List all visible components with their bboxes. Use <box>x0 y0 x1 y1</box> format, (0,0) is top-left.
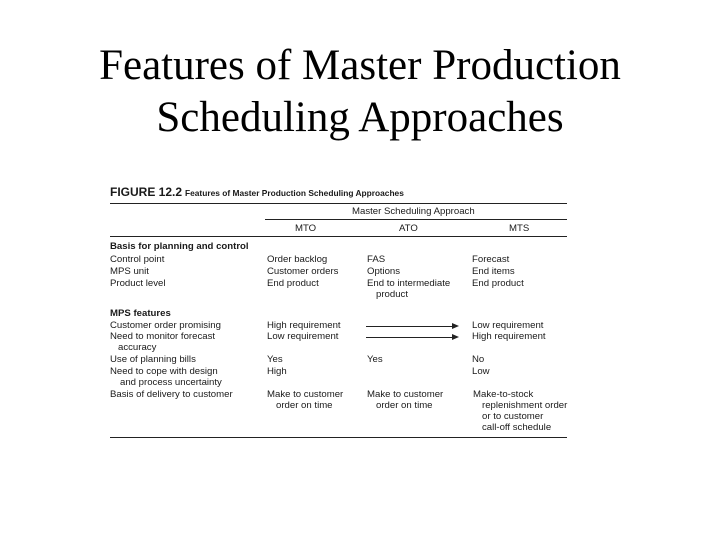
cell-mts: Make-to-stock <box>473 389 534 400</box>
cell-mts: No <box>472 354 485 365</box>
cell-mts: End product <box>472 278 524 289</box>
slide-title-line-2: Scheduling Approaches <box>156 94 564 141</box>
cell-mts: Forecast <box>472 254 510 265</box>
row-label: Need to cope with design <box>110 366 218 377</box>
row-label: Product level <box>110 278 166 289</box>
section-heading: Basis for planning and control <box>110 241 249 252</box>
arrow-right-icon <box>452 334 459 340</box>
cell-ato-cont: product <box>376 289 408 300</box>
header-rule <box>110 236 567 237</box>
bottom-rule <box>110 437 567 438</box>
cell-mts-cont: or to customer <box>482 411 544 422</box>
col-header-ato: ATO <box>399 223 418 234</box>
cell-mto: Low requirement <box>267 331 339 342</box>
row-label: MPS unit <box>110 266 149 277</box>
col-header-mto: MTO <box>295 223 317 234</box>
cell-mts: End items <box>472 266 515 277</box>
section-heading: MPS features <box>110 308 171 319</box>
cell-ato: Make to customer <box>367 389 444 400</box>
col-header-mts: MTS <box>509 223 530 234</box>
cell-ato: FAS <box>367 254 386 265</box>
cell-ato: End to intermediate <box>367 278 451 289</box>
cell-ato: Options <box>367 266 401 277</box>
cell-mts: Low requirement <box>472 320 544 331</box>
cell-mts-cont: replenishment order <box>482 400 568 411</box>
arrow-line <box>366 337 452 338</box>
cell-mto: Order backlog <box>267 254 328 265</box>
row-label: Customer order promising <box>110 320 221 331</box>
cell-mto: Customer orders <box>267 266 339 277</box>
cell-mto: Make to customer <box>267 389 344 400</box>
cell-mto: End product <box>267 278 319 289</box>
cell-mto-cont: order on time <box>276 400 333 411</box>
cell-mts: High requirement <box>472 331 546 342</box>
row-label: Control point <box>110 254 165 265</box>
figure-label: FIGURE 12.2 <box>110 185 183 199</box>
slide-title-line-1: Features of Master Production <box>99 42 621 89</box>
row-label: Basis of delivery to customer <box>110 389 233 400</box>
cell-mts-cont: call-off schedule <box>482 422 552 433</box>
row-label-cont: and process uncertainty <box>120 377 222 388</box>
row-label: Need to monitor forecast <box>110 331 216 342</box>
group-rule <box>265 219 567 220</box>
arrow-right-icon <box>452 323 459 329</box>
cell-ato: Yes <box>367 354 383 365</box>
cell-mts: Low <box>472 366 490 377</box>
cell-mto: High <box>267 366 287 377</box>
figure-caption: Features of Master Production Scheduling Approaches <box>185 188 404 198</box>
group-header: Master Scheduling Approach <box>352 206 475 217</box>
top-rule <box>110 203 567 204</box>
cell-ato-cont: order on time <box>376 400 433 411</box>
row-label-cont: accuracy <box>118 342 157 353</box>
row-label: Use of planning bills <box>110 354 196 365</box>
cell-mto: Yes <box>267 354 283 365</box>
arrow-line <box>366 326 452 327</box>
cell-mto: High requirement <box>267 320 341 331</box>
